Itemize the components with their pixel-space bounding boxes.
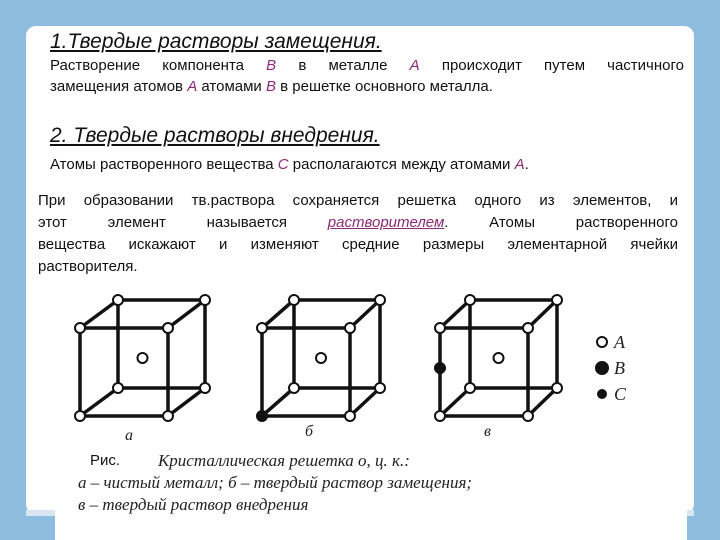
- atom-a: [345, 411, 355, 421]
- atom-b: [257, 411, 267, 421]
- panel-label: в: [484, 423, 491, 440]
- cube-b-edge: [350, 300, 380, 328]
- term-solvent: растворителем: [327, 214, 445, 231]
- atom-a: [200, 295, 210, 305]
- atom-a: [523, 411, 533, 421]
- cube-a-edge: [80, 388, 118, 416]
- atom-a: [75, 411, 85, 421]
- cube-c-edge: [440, 300, 470, 328]
- atom-a-center: [138, 353, 148, 363]
- section1-text-line1: Растворение компонента В в металле А происходит путем частичного: [50, 57, 684, 74]
- cube-c-edge: [440, 388, 470, 416]
- figure-caption: [78, 450, 472, 516]
- atom-a: [75, 323, 85, 333]
- atom-a: [435, 323, 445, 333]
- atom-a: [375, 383, 385, 393]
- legend-marker: [597, 337, 607, 347]
- intro-line4: растворителя.: [38, 258, 138, 275]
- cube-c-edge: [528, 388, 557, 416]
- intro-line1: При образовании тв.раствора сохраняется решетка одного из элементов, и: [38, 192, 678, 209]
- legend-marker: [596, 362, 608, 374]
- section1-title: 1.Твердые растворы замещения.: [50, 30, 382, 53]
- intro-line2: этот элемент называется растворителем. Атомы растворенного: [38, 214, 679, 231]
- atom-a: [200, 383, 210, 393]
- atom-a-center: [316, 353, 326, 363]
- section2-text: Атомы растворенного вещества С располагаются между атомами А.: [50, 156, 529, 173]
- cube-a-front-face: [80, 328, 168, 416]
- section2-title: 2. Твердые растворы внедрения.: [50, 124, 380, 147]
- atom-a: [289, 295, 299, 305]
- atom-a: [257, 323, 267, 333]
- cube-a-edge: [168, 388, 205, 416]
- cube-a-edge: [80, 300, 118, 328]
- atom-a: [163, 323, 173, 333]
- atom-a: [552, 383, 562, 393]
- atom-a: [435, 411, 445, 421]
- cube-b-edge: [262, 388, 294, 416]
- caption-line2: а – чистый металл; б – твердый раствор замещения;: [78, 473, 473, 492]
- panel-label: а: [125, 427, 133, 444]
- atom-a: [113, 295, 123, 305]
- legend-label: A: [614, 332, 625, 352]
- cube-b-edge: [262, 300, 294, 328]
- atom-a: [375, 295, 385, 305]
- cube-b-edge: [350, 388, 380, 416]
- cube-a-back-face: [118, 300, 205, 388]
- atom-a: [163, 411, 173, 421]
- atom-a: [289, 383, 299, 393]
- legend-label: B: [614, 358, 625, 378]
- cube-a-edge: [168, 300, 205, 328]
- atom-a: [345, 323, 355, 333]
- legend-label: C: [614, 384, 627, 404]
- caption-line3: в – твердый раствор внедрения: [78, 495, 309, 514]
- atom-a: [465, 383, 475, 393]
- atom-a: [523, 323, 533, 333]
- atom-a: [465, 295, 475, 305]
- atom-a: [113, 383, 123, 393]
- intro-line3: вещества искажают и изменяют средние размеры элементарной ячейки: [38, 236, 678, 253]
- panel-label: б: [305, 423, 314, 440]
- legend-marker: [598, 390, 606, 398]
- cube-c-edge: [528, 300, 557, 328]
- atom-c: [435, 363, 445, 373]
- caption-line1: Кристаллическая решетка о, ц. к.:: [158, 451, 410, 470]
- figure-label: Рис.: [90, 452, 121, 469]
- atom-a: [552, 295, 562, 305]
- section1-text-line2: замещения атомов А атомами В в решетке основного металла.: [50, 78, 493, 95]
- atom-a-center: [494, 353, 504, 363]
